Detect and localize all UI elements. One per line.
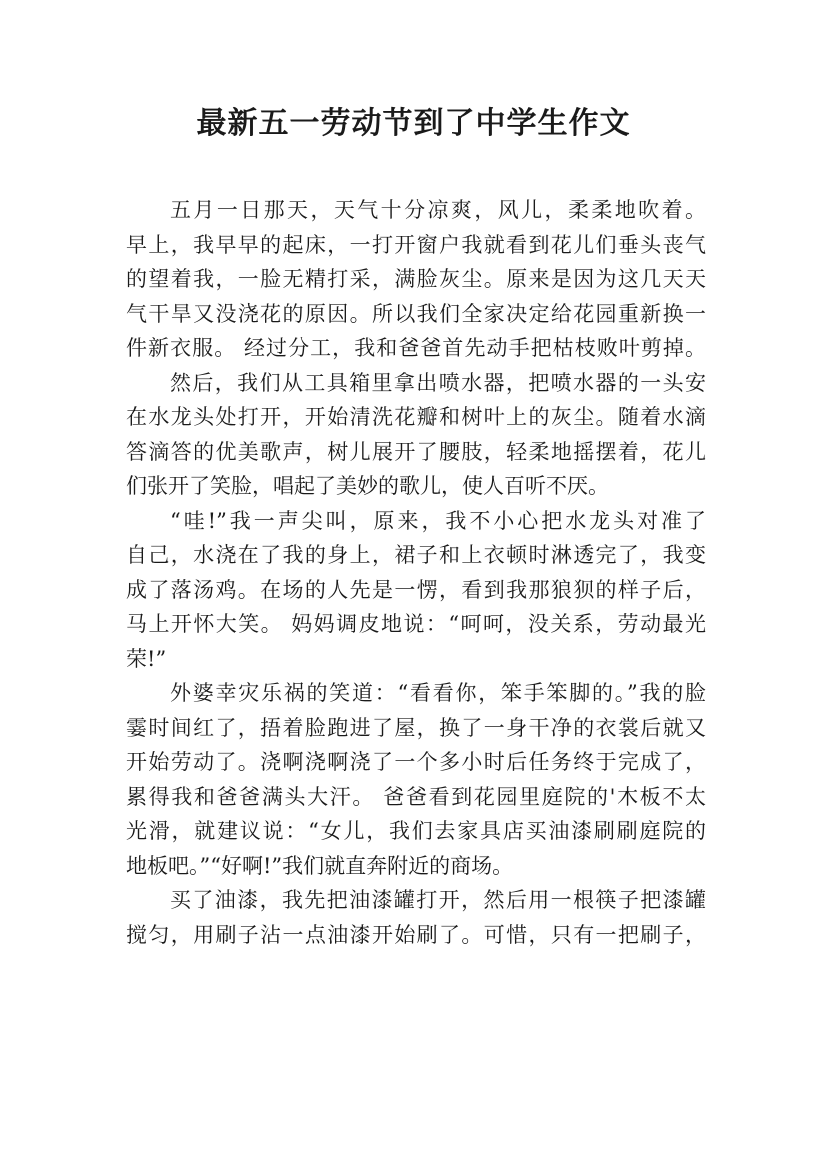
paragraph-line: 们张开了笑脸，唱起了美妙的歌儿，使人百听不厌。: [126, 474, 609, 498]
essay-body: [126, 193, 706, 952]
paragraph-line: 五月一日那天，天气十分凉爽，风儿，柔柔地吹着。: [170, 198, 706, 222]
paragraph-line: 马上开怀大笑。 妈妈调皮地说：“呵呵，没关系，劳动最光: [126, 612, 706, 636]
paragraph-line: 地板吧。”“好啊!”我们就直奔附近的商场。: [126, 853, 514, 878]
paragraph-line: 荣!”: [126, 646, 167, 671]
paragraph-line: 在水龙头处打开，开始清洗花瓣和树叶上的灰尘。随着水滴: [126, 405, 706, 429]
paragraph-line: 自己，水浇在了我的身上，裙子和上衣顿时淋透完了，我变: [126, 543, 706, 567]
paragraph-line: 累得我和爸爸满头大汗。 爸爸看到花园里庭院的'木板不太: [126, 784, 706, 809]
paragraph-line: 光滑，就建议说：“女儿，我们去家具店买油漆刷刷庭院的: [126, 819, 706, 843]
paragraph-line: 的望着我，一脸无精打采，满脸灰尘。原来是因为这几天天: [126, 267, 706, 291]
paragraph-line: 气干旱又没浇花的原因。所以我们全家决定给花园重新换一: [126, 301, 706, 326]
paragraph-line: 外婆幸灾乐祸的笑道：“看看你，笨手笨脚的。”我的脸: [170, 681, 706, 705]
paragraph-line: 买了油漆，我先把油漆罐打开，然后用一根筷子把漆罐: [170, 888, 706, 912]
paragraph-line: 然后，我们从工具箱里拿出喷水器，把喷水器的一头安: [170, 370, 706, 395]
document-title: 最新五一劳动节到了中学生作文: [196, 106, 631, 141]
paragraph-line: 件新衣服。 经过分工，我和爸爸首先动手把枯枝败叶剪掉。: [126, 336, 706, 360]
paragraph-line: 霎时间红了，捂着脸跑进了屋，换了一身干净的衣裳后就又: [126, 715, 706, 740]
paragraph-line: 早上，我早早的起床，一打开窗户我就看到花儿们垂头丧气: [126, 232, 706, 257]
paragraph-line: 成了落汤鸡。在场的人先是一愣，看到我那狼狈的样子后，: [126, 577, 706, 602]
paragraph-line: 答滴答的优美歌声，树儿展开了腰肢，轻柔地摇摆着，花儿: [126, 439, 706, 464]
paragraph-line: 开始劳动了。浇啊浇啊浇了一个多小时后任务终于完成了，: [126, 750, 706, 774]
paragraph-line: “哇!”我一声尖叫，原来，我不小心把水龙头对准了: [170, 508, 706, 533]
paragraph-line: 搅匀，用刷子沾一点油漆开始刷了。可惜，只有一把刷子，: [126, 922, 706, 947]
